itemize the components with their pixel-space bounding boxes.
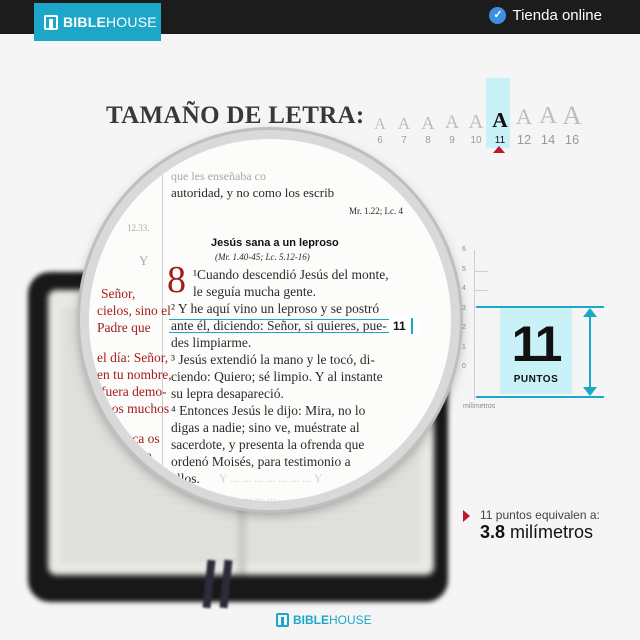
text-line: que les enseñaba co xyxy=(171,169,266,183)
ruler-scale xyxy=(456,246,486,376)
ruler-tick-label: 4 xyxy=(462,285,466,292)
page-title: TAMAÑO DE LETRA: xyxy=(106,102,365,129)
left-column-line: el día: Señor, xyxy=(97,350,169,365)
point-size-value: 11 xyxy=(511,316,561,372)
font-size-glyph: A xyxy=(374,113,386,133)
font-size-glyph: A xyxy=(492,108,508,133)
ruler-tick-label: 5 xyxy=(462,265,466,273)
font-size-glyph: A xyxy=(562,100,582,131)
point-size-unit: PUNTOS xyxy=(513,374,559,385)
footer-logo[interactable] xyxy=(276,613,372,627)
verse-line: ⁴ Entonces Jesús le dijo: Mira, no lo xyxy=(171,403,366,418)
left-column-line: ores de xyxy=(113,448,152,463)
ruler-tick-label: 2 xyxy=(462,324,466,331)
left-column-line: cielos, sino el xyxy=(97,303,171,318)
cross-reference: Mr. 1.22; Lc. 4 xyxy=(349,206,403,216)
marker-triangle-icon xyxy=(463,510,470,522)
cross-reference: 12.33. xyxy=(127,223,150,233)
chapter-number: 8 xyxy=(167,259,186,301)
measured-line-outline xyxy=(169,319,417,333)
font-size-number: 14 xyxy=(540,132,556,147)
left-column-line: Señor, xyxy=(101,286,136,301)
measured-size-tag: 11 xyxy=(389,317,419,335)
verse-line: ¹Cuando descendió Jesús del monte, xyxy=(193,267,389,282)
equivalence-label: 11 puntos equivalen a: xyxy=(480,508,600,522)
font-size-option-14[interactable] xyxy=(536,104,560,146)
verse-line: digas a nadie; sino ve, muéstrate al xyxy=(171,420,360,435)
section-heading: Jesús sana a un leproso xyxy=(211,237,339,249)
ruler-unit-label: milímetros xyxy=(463,403,496,410)
ruler-tick-label: 1 xyxy=(462,343,466,351)
selected-size-marker-icon xyxy=(493,146,505,153)
font-size-glyph: A xyxy=(421,112,435,133)
left-column-line: Y xyxy=(139,253,149,268)
font-size-glyph: A xyxy=(468,110,484,133)
brand-name: BIBLEHOUSE xyxy=(63,14,157,30)
point-size-box xyxy=(500,308,572,394)
book-icon xyxy=(44,15,58,30)
verified-check-icon: ✓ xyxy=(489,7,506,24)
verse-line: le seguía mucha gente. xyxy=(193,284,316,299)
magnifier-lens: que les enseñaba co autoridad, y no como los escrib Mr. 1.22; Lc. 4 Jesús sana a un leproso (Mr. 1.40-45; Lc. 5.12-16) 8 ¹Cuando descendió Jesús del monte, le seguía mucha gente. ² Y he aquí vino un leproso y se postró ante él, diciendo: Señor, si quieres, pue- des limpiarme. ³ Jesús extendió la mano y le tocó, di- ciendo: Quiero; sé limpio. Y al instante su lepra desapareció. ⁴ Entonces Jesús le dijo: Mira, no lo digas a nadie; sino ve, muéstrate al sacerdote, y presenta la ofrenda que ordenó Moisés, para testimonio a ellos. Y ... ... ... ... ... ... ... Y ... ... ... ... ... ... ... ... ... Lv. 14.1 12.33. Y Señor, cielos, sino el Padre que el día: Señor, en tu nombre, fuera demo- nos muchos Nunca os ores de 11 xyxy=(80,130,460,510)
verse-line-highlighted: ante él, diciendo: Señor, si quieres, pue- xyxy=(171,318,387,333)
arrow-down-icon xyxy=(583,387,597,396)
verse-line: su lepra desapareció. xyxy=(171,386,284,401)
font-size-number: 11 xyxy=(494,135,506,146)
font-size-glyph: A xyxy=(397,113,411,133)
left-column-line: nos muchos xyxy=(105,401,170,416)
ruler-axis xyxy=(474,250,475,400)
text-line: autoridad, y no como los escrib xyxy=(171,185,335,200)
font-size-number: 12 xyxy=(516,132,532,147)
verse-line: ² Y he aquí vino un leproso y se postró xyxy=(171,301,380,316)
measure-arrow-icon xyxy=(411,318,413,334)
font-size-option-10[interactable] xyxy=(464,112,488,147)
book-icon xyxy=(276,613,289,627)
font-size-number: 6 xyxy=(377,135,383,146)
column-divider xyxy=(162,169,163,510)
verse-line: sacerdote, y presenta la ofrenda que xyxy=(171,437,365,452)
height-dimension-line xyxy=(589,312,591,392)
left-column-line: Nunca os xyxy=(109,431,160,446)
verse-line: ciendo: Quiero; sé limpio. Y al instante xyxy=(171,369,383,384)
font-size-number: 7 xyxy=(401,135,407,146)
section-reference: (Mr. 1.40-45; Lc. 5.12-16) xyxy=(215,252,310,262)
ruler-tick xyxy=(474,271,488,272)
ruler-tick-label: 6 xyxy=(462,246,466,253)
font-size-number: 10 xyxy=(470,135,482,146)
font-size-option-11[interactable] xyxy=(488,110,512,146)
font-size-glyph: A xyxy=(515,104,533,130)
font-size-option-12[interactable] xyxy=(512,106,536,146)
verse-line: ellos. xyxy=(171,471,200,486)
online-store-link[interactable] xyxy=(489,7,602,24)
verse-line: ³ Jesús extendió la mano y le tocó, di- xyxy=(171,352,375,367)
brand-logo[interactable] xyxy=(34,3,161,41)
footer-brand-name: BIBLEHOUSE xyxy=(293,613,372,627)
verse-line: ordenó Moisés, para testimonio a xyxy=(171,454,351,469)
ruler-tick-label: 3 xyxy=(462,304,466,312)
font-size-glyph: A xyxy=(539,102,557,130)
online-store-label: Tienda online xyxy=(512,7,602,24)
left-column-line: fuera demo- xyxy=(101,384,167,399)
cross-reference: Lv. 14.1 xyxy=(361,487,391,497)
ruler-tick-label: 0 xyxy=(462,363,466,370)
gauge-bottom-line xyxy=(476,396,604,398)
font-size-number: 16 xyxy=(564,132,580,147)
font-size-glyph: A xyxy=(444,111,460,133)
font-size-number: 8 xyxy=(425,135,431,146)
ruler-tick xyxy=(474,290,488,291)
font-size-option-16[interactable] xyxy=(560,102,584,146)
equivalence-value: 3.8 milímetros xyxy=(480,522,594,542)
verse-line: des limpiarme. xyxy=(171,335,252,350)
font-size-number: 9 xyxy=(449,135,455,146)
arrow-up-icon xyxy=(583,308,597,317)
left-column-line: Padre que xyxy=(97,320,151,335)
left-column-line: en tu nombre, xyxy=(97,367,172,382)
